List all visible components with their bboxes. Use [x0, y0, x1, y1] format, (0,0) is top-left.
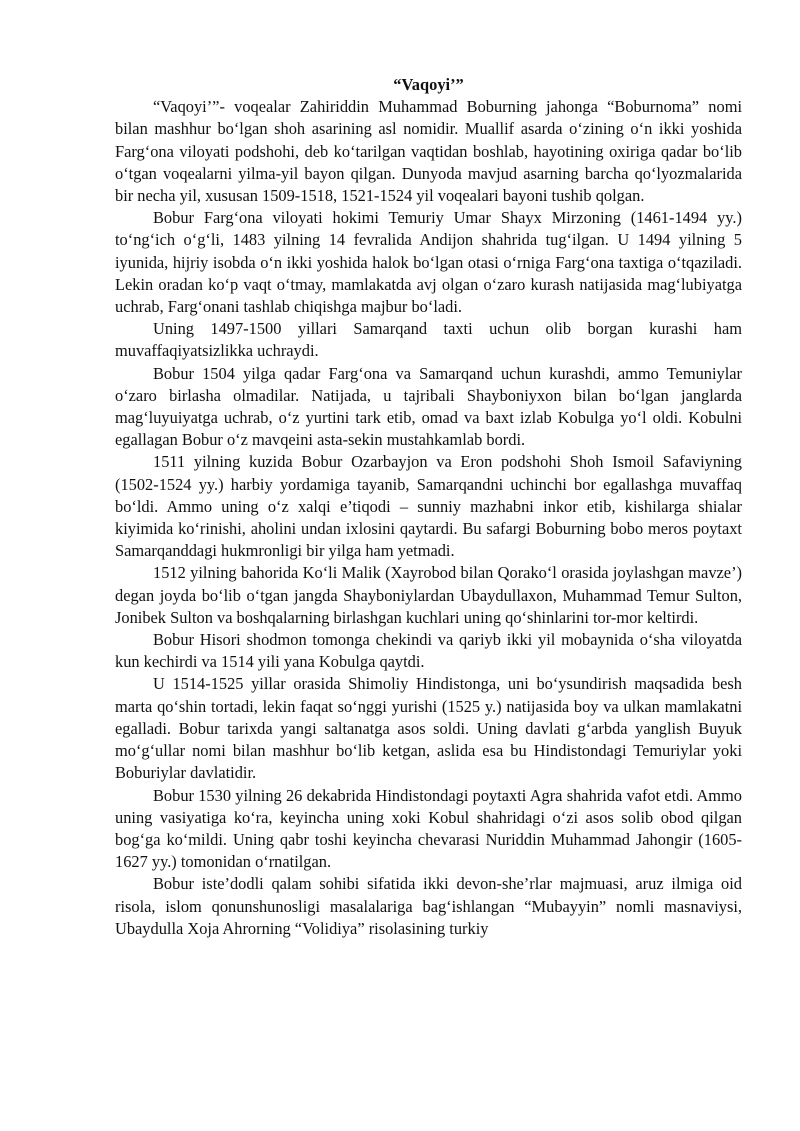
paragraph-5: 1511 yilning kuzida Bobur Ozarbayjon va Eron podshohi Shoh Ismoil Safaviyning (1502-1524 yy.) harbiy yordamiga tayanib, Samarqandni uchinchi bor egallashga muvaffaq boʻldi. Ammo uning oʻz xalqi e’tiqodi – sunniy mazhabni inkor etib, kishilarga shialar kiyimida koʻrinishi, aholini undan ixlosini qaytardi. Bu safargi Boburning bobo meros poytaxt Samarqanddagi hukmronligi bir yilga ham yetmadi.: [115, 452, 742, 561]
paragraph-10: Bobur iste’dodli qalam sohibi sifatida ikki devon-she’rlar majmuasi, aruz ilmiga oid risola, islom qonunshunosligi masalalariga bagʻishlangan “Mubayyin” nomli masnaviysi, Ubaydulla Xoja Ahrorning “Volidiya” risolasining turkiy: [115, 874, 742, 938]
paragraph-3: Uning 1497-1500 yillari Samarqand taxti uchun olib borgan kurashi ham muvaffaqiyatsizlikka uchraydi.: [115, 319, 742, 361]
paragraph-7: Bobur Hisori shodmon tomonga chekindi va qariyb ikki yil mobaynida oʻsha viloyatda kun kechirdi va 1514 yili yana Kobulga qaytdi.: [115, 630, 742, 672]
paragraph-2: Bobur Fargʻona viloyati hokimi Temuriy Umar Shayx Mirzoning (1461-1494 yy.) toʻngʻich oʻgʻli, 1483 yilning 14 fevralida Andijon shahrida tugʻilgan. U 1494 yilning 5 iyunida, hijriy isobda oʻn ikki yoshida halok boʻlgan otasi oʻrniga Fargʻona taxtiga oʻtqaziladi. Lekin oradan koʻp vaqt oʻtmay, mamlakatda avj olgan oʻzaro kurash natijasida magʻlubiyatga uchrab, Fargʻonani tashlab chiqishga majbur boʻladi.: [115, 208, 742, 317]
paragraph-8: U 1514-1525 yillar orasida Shimoliy Hindistonga, uni boʻysundirish maqsadida besh marta qoʻshin tortadi, lekin faqat soʻnggi yurishi (1525 y.) natijasida boy va ulkan mamlakatni egalladi. Bobur tarixda yangi saltanatga asos soldi. Uning davlati gʻarbda yanglish Buyuk moʻgʻullar nomi bilan mashhur boʻlib ketgan, aslida esa bu Hindistondagi Temuriylar yoki Boburiylar davlatidir.: [115, 674, 742, 783]
paragraph-4: Bobur 1504 yilga qadar Fargʻona va Samarqand uchun kurashdi, ammo Temuniylar oʻzaro birlasha olmadilar. Natijada, u tajribali Shayboniyxon bilan boʻlgan janglarda magʻluyuiyatga uchrab, oʻz yurtini tark etib, omad va baxt izlab Kobulga yoʻl oldi. Kobulni egallagan Bobur oʻz mavqeini asta-sekin mustahkamlab bordi.: [115, 363, 742, 450]
paragraph-6: 1512 yilning bahorida Koʻli Malik (Xayrobod bilan Qorakoʻl orasida joylashgan mavze’) degan joyda boʻlib oʻtgan jangda Shayboniylardan Ubaydullaxon, Muhammad Temur Sulton, Jonibek Sulton va boshqalarning birlashgan kuchlari uning qoʻshinlarini tor-mor keltirdi.: [115, 563, 742, 627]
paragraph-1: “Vaqoyi’”- voqealar Zahiriddin Muhammad Boburning jahonga “Boburnoma” nomi bilan mashhur boʻlgan shoh asarining asl nomidir. Muallif asarda oʻzining oʻn ikki yoshida Fargʻona viloyati podshohi, deb koʻtarilgan vaqtidan boshlab, hayotining oxiriga qadar boʻlib oʻtgan voqealarni yilma-yil bayon qilgan. Dunyoda mavjud asarning barcha qoʻlyozmalarida bir necha yil, xususan 1509-1518, 1521-1524 yil voqealari bayoni tushib qolgan.: [115, 97, 742, 206]
document-page: [115, 74, 742, 940]
document-title: “Vaqoyi’”: [393, 75, 464, 94]
paragraph-9: Bobur 1530 yilning 26 dekabrida Hindistondagi poytaxti Agra shahrida vafot etdi. Ammo uning vasiyatiga koʻra, keyincha uning xoki Kobul shahridagi oʻzi asos solib obod qilgan bogʻga koʻmildi. Uning qabr toshi keyincha chevarasi Nuriddin Muhammad Jahongir (1605-1627 yy.) tomonidan oʻrnatilgan.: [115, 785, 742, 872]
